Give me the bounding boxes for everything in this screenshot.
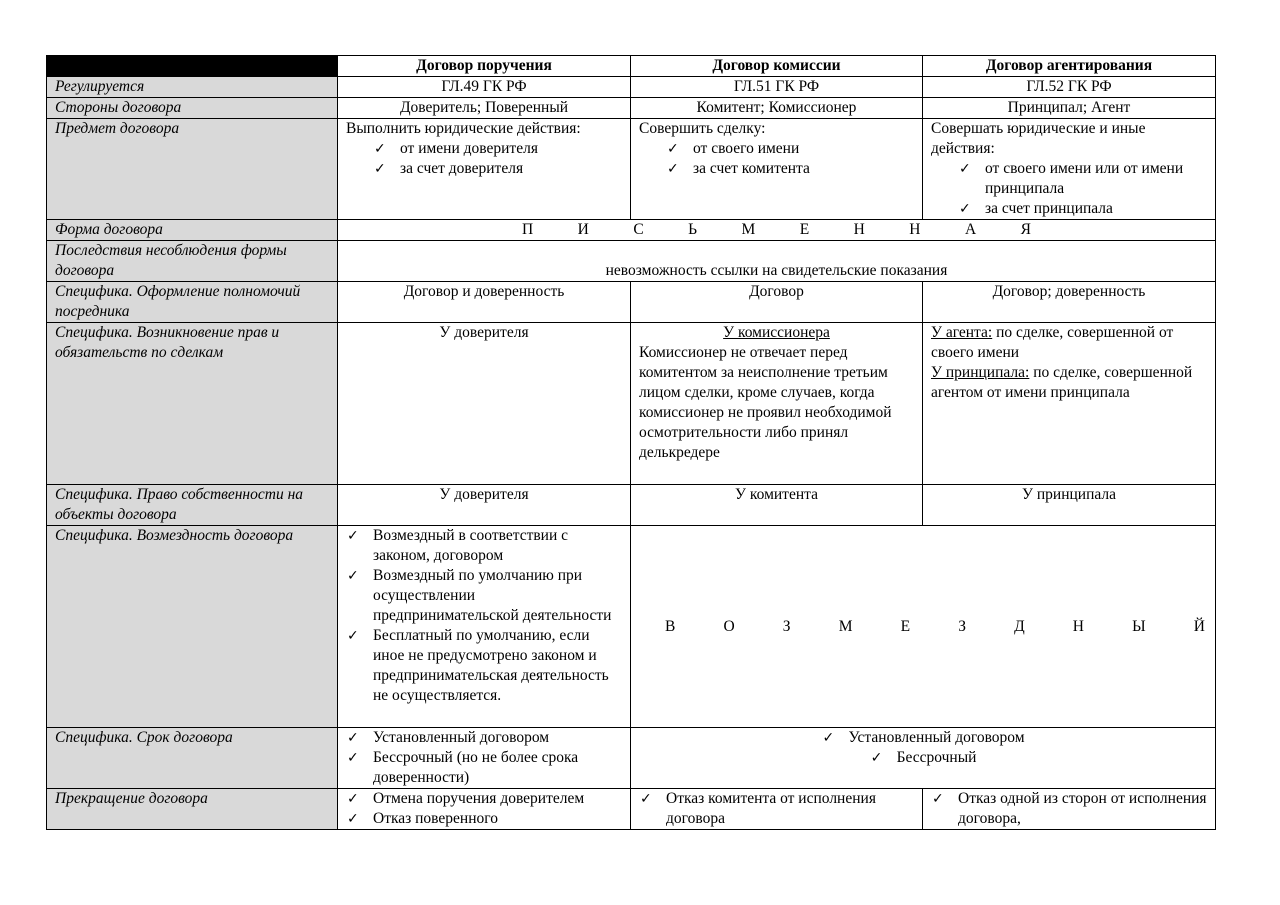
table-cell	[631, 789, 923, 830]
spaced-letter: М	[838, 617, 853, 635]
table-cell: У комитента	[631, 485, 923, 526]
cell-underlined-label: У агента:	[931, 324, 993, 341]
table-row-parties	[47, 98, 1216, 119]
table-cell: ГЛ.51 ГК РФ	[631, 77, 923, 98]
table-cell: ГЛ.52 ГК РФ	[923, 77, 1216, 98]
check-list-item: ✓ Установленный договором	[821, 728, 1024, 748]
spaced-letter: З	[958, 617, 966, 635]
table-row-rights	[47, 323, 1216, 485]
table-cell: Договор и доверенность	[338, 282, 631, 323]
cell-text: по сделке, совершенной от своего имени	[931, 324, 1174, 361]
table-cell: У доверителя	[338, 323, 631, 485]
table-cell	[923, 789, 1216, 830]
check-list-item: ✓ Отказ комитента от исполнения договора	[639, 789, 914, 829]
table-row-regulated	[47, 77, 1216, 98]
check-list-item: ✓ Возмездный по умолчанию при осуществлении предпринимательской деятельности	[346, 566, 622, 626]
table-row-authority	[47, 282, 1216, 323]
spaced-letter: Ы	[1132, 617, 1146, 635]
spaced-letter: М	[741, 221, 756, 238]
check-list-item: ✓ Отказ поверенного	[346, 809, 622, 829]
spaced-letter: Ь	[688, 221, 698, 238]
row-label: Специфика. Возникновение прав и обязательств по сделкам	[47, 323, 338, 485]
table-cell-spaced-text	[631, 526, 1216, 728]
table-row-form	[47, 220, 1216, 241]
comparison-table	[46, 55, 1216, 830]
table-row-term	[47, 728, 1216, 789]
row-label: Специфика. Право собственности на объекты договора	[47, 485, 338, 526]
spaced-letter: П	[522, 221, 534, 238]
spaced-letter: З	[782, 617, 791, 635]
cell-title: У комиссионера	[723, 324, 830, 341]
check-list-item: ✓ от своего имени или от имени принципала	[958, 159, 1207, 199]
table-row-consequences	[47, 241, 1216, 282]
table-cell	[631, 323, 923, 485]
table-cell-spaced-text	[338, 220, 1216, 241]
spaced-letter: Е	[900, 617, 911, 635]
check-list	[870, 748, 977, 768]
spaced-letter: Е	[799, 221, 810, 238]
spaced-letter: Й	[1193, 617, 1205, 635]
table-row-subject	[47, 119, 1216, 220]
cell-paragraph	[931, 363, 1207, 403]
table-cell	[923, 323, 1216, 485]
spaced-letter: А	[964, 221, 977, 238]
table-cell	[631, 119, 923, 220]
header-cell-commission: Договор комиссии	[631, 56, 923, 77]
table-cell	[338, 119, 631, 220]
check-list-item: ✓ от имени доверителя	[373, 139, 622, 159]
row-label: Специфика. Возмездность договора	[47, 526, 338, 728]
table-cell: Доверитель; Поверенный	[338, 98, 631, 119]
check-list-item: ✓ Бессрочный	[870, 748, 977, 768]
row-label: Специфика. Оформление полномочий посредника	[47, 282, 338, 323]
check-list-item: ✓ Установленный договором	[346, 728, 622, 748]
cell-intro: Совершить сделку:	[639, 120, 766, 137]
cell-text: Комиссионер не отвечает перед комитентом за неисполнение третьим лицом сделки, кроме случаев, когда комиссионер не проявил необходимой осмотрительности либо принял делькредере	[639, 344, 892, 461]
header-corner-cell	[47, 56, 338, 77]
spaced-letter: Н	[909, 221, 921, 238]
spaced-letter: В	[665, 617, 676, 635]
row-label: Последствия несоблюдения формы договора	[47, 241, 338, 282]
check-list-item: ✓ Бесплатный по умолчанию, если иное не предусмотрено законом и предпринимательская деятельность не осуществляется.	[346, 626, 622, 706]
table-cell	[923, 119, 1216, 220]
check-list-item: ✓ Возмездный в соответствии с законом, договором	[346, 526, 622, 566]
row-label: Предмет договора	[47, 119, 338, 220]
table-cell	[338, 789, 631, 830]
row-label: Регулируется	[47, 77, 338, 98]
cell-paragraph	[931, 323, 1207, 363]
table-cell: ГЛ.49 ГК РФ	[338, 77, 631, 98]
table-cell: У доверителя	[338, 485, 631, 526]
check-list	[821, 728, 1024, 748]
table-cell: Договор	[631, 282, 923, 323]
cell-text: по сделке, совершенной агентом от имени принципала	[931, 364, 1193, 401]
spaced-letter: И	[577, 221, 589, 238]
table-row-ownership	[47, 485, 1216, 526]
header-cell-mandate: Договор поручения	[338, 56, 631, 77]
table-cell: Комитент; Комиссионер	[631, 98, 923, 119]
spaced-letter: С	[633, 221, 644, 238]
check-list-item: ✓ Отказ одной из сторон от исполнения договора,	[931, 789, 1207, 829]
check-list-item: ✓ Бессрочный (но не более срока доверенности)	[346, 748, 622, 788]
check-list-item: ✓ за счет комитента	[666, 159, 914, 179]
header-row	[47, 56, 1216, 77]
table-row-payment	[47, 526, 1216, 728]
row-label: Специфика. Срок договора	[47, 728, 338, 789]
cell-intro: Выполнить юридические действия:	[346, 120, 581, 137]
check-list-item: ✓ Отмена поручения доверителем	[346, 789, 622, 809]
table-cell	[338, 728, 631, 789]
spaced-letter: Н	[853, 221, 865, 238]
header-cell-agency: Договор агентирования	[923, 56, 1216, 77]
spaced-letter: Д	[1014, 617, 1025, 635]
spaced-letter: О	[723, 617, 735, 635]
table-cell: невозможность ссылки на свидетельские показания	[338, 241, 1216, 282]
table-row-termination	[47, 789, 1216, 830]
table-cell: Договор; доверенность	[923, 282, 1216, 323]
row-label: Стороны договора	[47, 98, 338, 119]
check-list-item: ✓ за счет принципала	[958, 199, 1207, 219]
cell-intro: Совершать юридические и иные действия:	[931, 120, 1146, 157]
spaced-letter: Я	[1020, 221, 1031, 238]
table-cell	[631, 728, 1216, 789]
table-cell: Принципал; Агент	[923, 98, 1216, 119]
row-label: Прекращение договора	[47, 789, 338, 830]
row-label: Форма договора	[47, 220, 338, 241]
table-cell	[338, 526, 631, 728]
table-cell: У принципала	[923, 485, 1216, 526]
spaced-letter: Н	[1072, 617, 1084, 635]
check-list-item: ✓ от своего имени	[666, 139, 914, 159]
check-list-item: ✓ за счет доверителя	[373, 159, 622, 179]
cell-underlined-label: У принципала:	[931, 364, 1030, 381]
